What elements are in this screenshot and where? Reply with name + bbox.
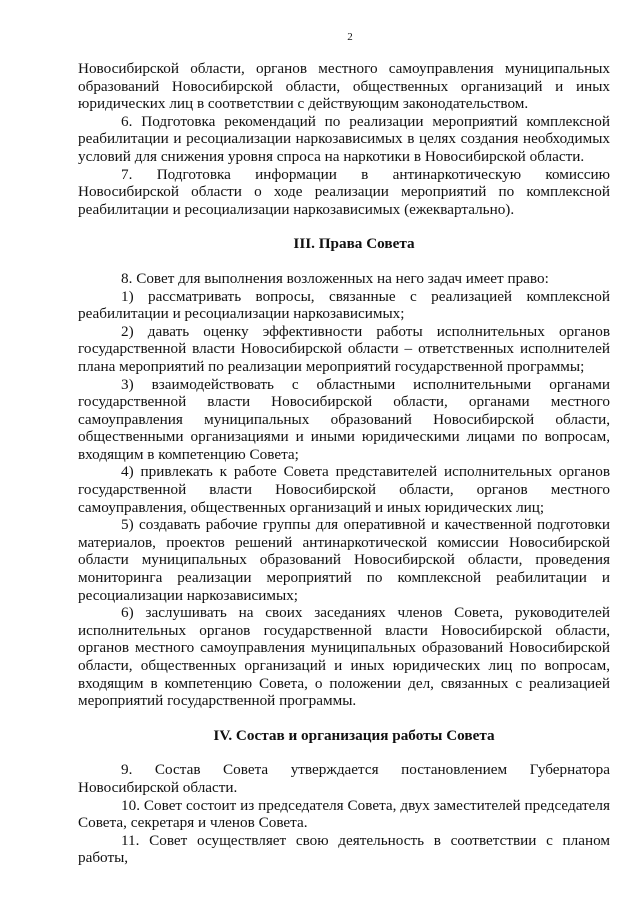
paragraph: 8. Совет для выполнения возложенных на него задач имеет право: xyxy=(121,269,549,287)
paragraph: 9. Состав Совета утверждается постановлением Губернатора Новосибирской области. xyxy=(78,761,610,796)
paragraph: 6) заслушивать на своих заседаниях членов Совета, руководителей исполнительных органов государственной власти Новосибирской области, органов местного самоуправления муниципальных образований Новосибирской области, общественных организаций и иных юридических лиц по вопросам, входящим в компетенцию Совета, о положении дел, связанных с реализацией мероприятий государственной программы. xyxy=(78,604,610,710)
section-heading: III. Права Совета xyxy=(293,235,415,253)
paragraph: 3) взаимодействовать с областными исполнительными органами государственной власти Новосибирской области, органами местного самоуправления муниципальных образований Новосибирской области, общественными организациями и иными юридическими лицами по вопросам, входящим в компетенцию Совета; xyxy=(78,375,610,463)
document-page xyxy=(78,30,610,867)
section-heading: IV. Состав и организация работы Совета xyxy=(213,726,495,744)
paragraph: Новосибирской области, органов местного самоуправления муниципальных образований Новосибирской области, общественных организаций и иных юридических лиц в соответствии с действующим законодательством. xyxy=(78,60,610,113)
paragraph: 1) рассматривать вопросы, связанные с реализацией комплексной реабилитации и ресоциализации наркозависимых; xyxy=(78,287,610,323)
document-body xyxy=(78,60,610,867)
paragraph: 2) давать оценку эффективности работы исполнительных органов государственной власти Новосибирской области – ответственных исполнителей плана мероприятий по реализации мероприятий государственной программы; xyxy=(78,322,610,375)
paragraph: 6. Подготовка рекомендаций по реализации мероприятий комплексной реабилитации и ресоциализации наркозависимых в целях создания необходимых условий для снижения уровня спроса на наркотики в Новосибирской области. xyxy=(78,112,610,165)
paragraph: 10. Совет состоит из председателя Совета, двух заместителей председателя Совета, секретаря и членов Совета. xyxy=(78,796,610,832)
paragraph: 5) создавать рабочие группы для оперативной и качественной подготовки материалов, проектов решений антинаркотической комиссии Новосибирской области муниципальных образований Новосибирской области, проведения мониторинга реализации мероприятий по комплексной реабилитации и ресоциализации наркозависимых; xyxy=(78,516,610,604)
paragraph: 11. Совет осуществляет свою деятельность в соответствии с планом работы, xyxy=(78,831,610,867)
paragraph: 4) привлекать к работе Совета представителей исполнительных органов государственной власти Новосибирской области, органов местного самоуправления, общественных организаций и иных юридических лиц; xyxy=(78,463,610,516)
page-number: 2 xyxy=(347,31,353,43)
paragraph: 7. Подготовка информации в антинаркотическую комиссию Новосибирской области о ходе реализации мероприятий по комплексной реабилитации и ресоциализации наркозависимых (ежеквартально). xyxy=(78,165,610,218)
